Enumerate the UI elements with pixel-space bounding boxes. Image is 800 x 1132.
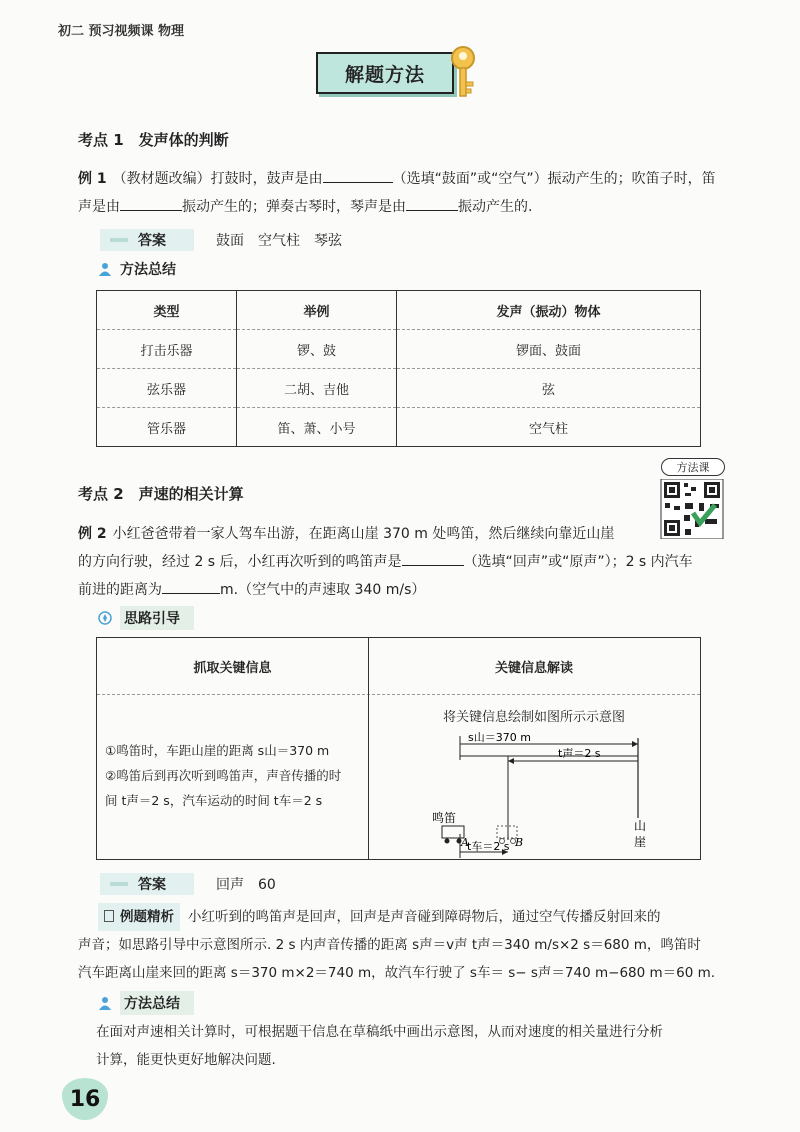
table-cell: 弦 <box>397 369 701 408</box>
answer-row-2 <box>100 873 276 895</box>
q2-text-2b: （选填“回声”或“原声”）；2 s 内汽车 <box>463 554 693 570</box>
key-info-text <box>105 738 365 813</box>
answer-blank <box>120 195 182 211</box>
analysis-line: 声音；如思路引导中示意图所示. 2 s 内声音传播的距离 s声＝v声 t声＝340 m/s×2 s＝680 m，鸣笛时 <box>78 937 701 953</box>
example-2-label: 例 2 <box>78 526 107 542</box>
q2-text-3b: m.（空气中的声速取 340 m/s） <box>220 582 426 598</box>
cliff-label: 山 <box>634 819 647 833</box>
answer-tag: 答案 <box>100 229 194 251</box>
answer-blank <box>323 167 393 183</box>
point-b-label: B <box>515 836 524 849</box>
answer-blank <box>406 195 458 211</box>
table-cell: 弦乐器 <box>97 369 237 408</box>
guide-heading: 思路引导 <box>98 606 194 630</box>
table-cell: 锣、鼓 <box>237 330 397 369</box>
example-1-label: 例 1 <box>78 171 107 187</box>
table-header: 举例 <box>237 291 397 330</box>
q1-text-a: （教材题改编）打鼓时，鼓声是由 <box>112 171 323 187</box>
summary-heading-2: 方法总结 <box>98 991 194 1015</box>
answer-blank <box>162 578 220 594</box>
point-a-label: A <box>461 836 469 849</box>
table-cell: 二胡、吉他 <box>237 369 397 408</box>
q1-text-c: 声是由 <box>78 199 120 215</box>
table-row <box>97 369 701 408</box>
q1-text-b: （选填“鼓面”或“空气”）振动产生的；吹笛子时，笛 <box>392 171 716 187</box>
cliff-label: 崖 <box>634 835 647 849</box>
q1-text-e: 振动产生的. <box>458 199 533 215</box>
analysis-line: 汽车距离山崖来回的距离 s＝370 m×2＝740 m，故汽车行驶了 s车＝ s− s声＝740 m−680 m＝60 m. <box>78 965 716 981</box>
analysis-label: 例题精析 <box>98 903 180 931</box>
document-icon <box>104 910 114 922</box>
summary-line: 计算，能更快更好地解决问题. <box>96 1052 276 1068</box>
summary-text <box>96 1018 746 1074</box>
car-time-label: t车＝2 s <box>467 840 510 853</box>
answer-text: 鼓面 空气柱 琴弦 <box>216 233 342 249</box>
series-title: 初二 预习视频课 物理 <box>58 24 185 39</box>
table-cell: 管乐器 <box>97 408 237 447</box>
table-header-row <box>97 291 701 330</box>
answer-text: 回声 60 <box>216 877 276 893</box>
page-number: 16 <box>62 1078 108 1120</box>
example-2-question <box>78 520 738 604</box>
table-row <box>97 408 701 447</box>
section-title: 解题方法 <box>316 52 454 94</box>
table-header: 发声（振动）物体 <box>397 291 701 330</box>
analysis-line: 小红听到的鸣笛声是回声，回声是声音碰到障碍物后，通过空气传播反射回来的 <box>188 909 661 925</box>
summary-heading-1: 方法总结 <box>98 259 176 279</box>
honk-label: 鸣笛 <box>432 811 457 825</box>
info-line: ①鸣笛时，车距山崖的距离 s山＝370 m <box>105 743 330 758</box>
person-icon <box>98 996 112 1010</box>
table-header: 类型 <box>97 291 237 330</box>
q1-text-d: 振动产生的；弹奏古琴时，琴声是由 <box>182 199 406 215</box>
q2-text-1: 小红爸爸带着一家人驾车出游，在距离山崖 370 m 处鸣笛，然后继续向靠近山崖 <box>112 526 615 542</box>
summary-line: 在面对声速相关计算时，可根据题干信息在草稿纸中画出示意图，从而对速度的相关量进行分析 <box>96 1024 663 1040</box>
guide-table-header <box>97 638 700 695</box>
qr-label: 方法课 <box>661 458 725 476</box>
guide-table <box>96 637 701 860</box>
info-line: 间 t声＝2 s，汽车运动的时间 t车＝2 s <box>105 793 323 808</box>
table-row <box>97 330 701 369</box>
distance-label: s山＝370 m <box>468 731 531 744</box>
topic-2-heading: 考点 2 声速的相关计算 <box>78 485 244 503</box>
sound-source-table <box>96 290 701 447</box>
guide-header-col1: 抓取关键信息 <box>193 660 272 676</box>
q2-text-2a: 的方向行驶，经过 2 s 后，小红再次听到的鸣笛声是 <box>78 554 402 570</box>
guide-header-col2: 关键信息解读 <box>494 660 573 676</box>
example-1-question <box>78 165 728 221</box>
analysis-block <box>78 903 746 987</box>
compass-icon <box>98 611 112 625</box>
answer-blank <box>402 550 464 566</box>
info-line: ②鸣笛后到再次听到鸣笛声，声音传播的时 <box>105 768 342 783</box>
table-cell: 笛、萧、小号 <box>237 408 397 447</box>
key-icon <box>446 44 480 102</box>
q2-text-3a: 前进的距离为 <box>78 582 162 598</box>
table-cell: 空气柱 <box>397 408 701 447</box>
diagram-caption: 将关键信息绘制如图所示示意图 <box>442 710 625 725</box>
echo-diagram <box>368 730 700 860</box>
table-cell: 锣面、鼓面 <box>397 330 701 369</box>
person-icon <box>98 262 112 276</box>
sound-time-label: t声＝2 s <box>558 747 601 760</box>
topic-1-heading: 考点 1 发声体的判断 <box>78 131 229 149</box>
table-cell: 打击乐器 <box>97 330 237 369</box>
answer-row-1 <box>100 229 342 251</box>
answer-tag: 答案 <box>100 873 194 895</box>
